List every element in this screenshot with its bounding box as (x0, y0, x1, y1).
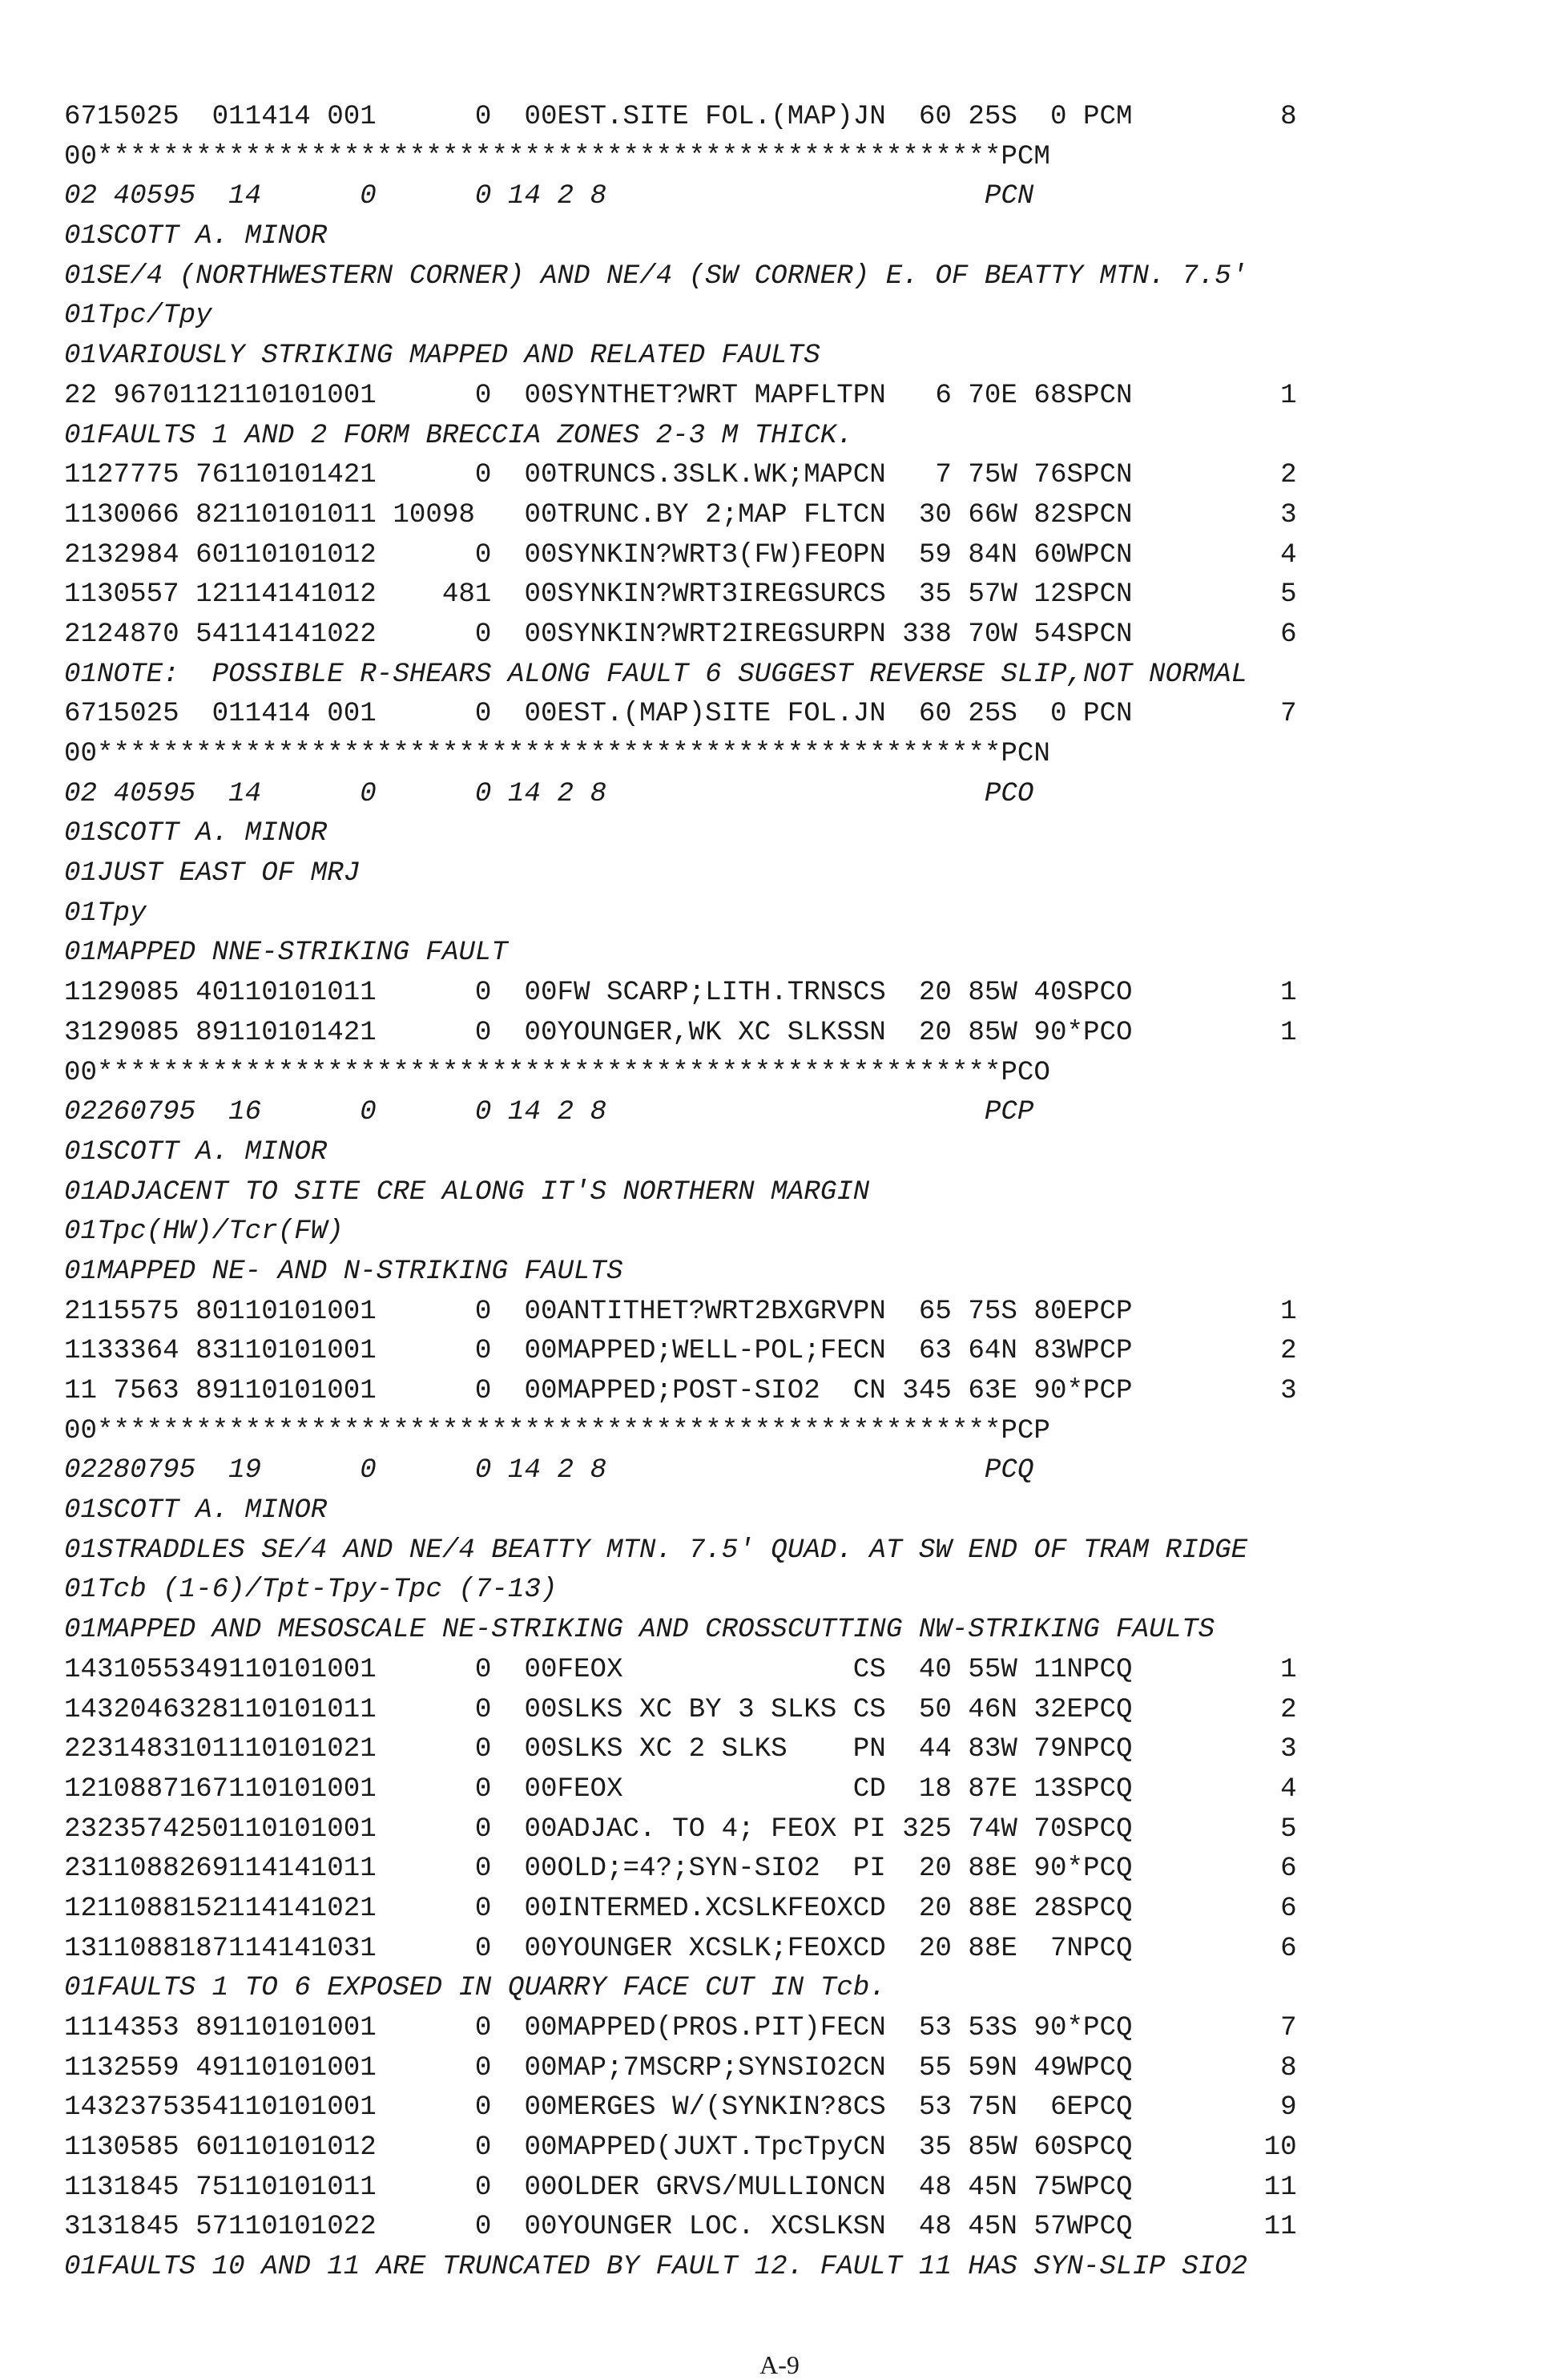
listing-line: 00*******************************************************PCN (64, 739, 1050, 769)
listing-line: 01JUST EAST OF MRJ (64, 858, 361, 889)
listing-line: 1133364 83110101001 0 00MAPPED;WELL-POL;FECN 63 64N 83WPCP 2 (64, 1336, 1297, 1367)
listing-line: 6715025 011414 001 0 00EST.(MAP)SITE FOL.JN 60 25S 0 PCN 7 (64, 699, 1297, 730)
listing-line: 1130066 82110101011 10098 00TRUNC.BY 2;MAP FLTCN 30 66W 82SPCN 3 (64, 499, 1297, 530)
listing-line: 22 9670112110101001 0 00SYNTHET?WRT MAPFLTPN 6 70E 68SPCN 1 (64, 380, 1297, 411)
listing-line: 1210887167110101001 0 00FEOX CD 18 87E 13SPCQ 4 (64, 1773, 1297, 1805)
listing-line: 1132559 49110101001 0 00MAP;7MSCRP;SYNSIO2CN 55 59N 49WPCQ 8 (64, 2052, 1297, 2084)
listing-line: 00*******************************************************PCP (64, 1415, 1050, 1446)
listing-line: 11 7563 89110101001 0 00MAPPED;POST-SIO2 CN 345 63E 90*PCP 3 (64, 1376, 1297, 1406)
listing-line: 3129085 89110101421 0 00YOUNGER,WK XC SLKSSN 20 85W 90*PCO 1 (64, 1017, 1297, 1048)
listing-line: 01MAPPED NNE-STRIKING FAULT (64, 938, 508, 969)
listing-line: 01SCOTT A. MINOR (64, 818, 328, 849)
listing-line: 1114353 89110101001 0 00MAPPED(PROS.PIT)FECN 53 53S 90*PCQ 7 (64, 2013, 1297, 2043)
listing-line: 01Tcb (1-6)/Tpt-Tpy-Tpc (7-13) (64, 1575, 558, 1606)
listing-line: 2231483101110101021 0 00SLKS XC 2 SLKS PN 44 83W 79NPCQ 3 (64, 1734, 1297, 1765)
listing-line: 1311088187114141031 0 00YOUNGER XCSLK;FEOXCD 20 88E 7NPCQ 6 (64, 1933, 1297, 1964)
listing-line: 00*******************************************************PCO (64, 1057, 1050, 1088)
listing-line: 01SCOTT A. MINOR (64, 1495, 328, 1527)
listing-line: 2115575 80110101001 0 00ANTITHET?WRT2BXGRVPN 65 75S 80EPCP 1 (64, 1296, 1297, 1327)
fault-data-listing (64, 98, 1514, 2288)
listing-line: 02 40595 14 0 0 14 2 8 PCN (64, 181, 1034, 212)
listing-line: 02260795 16 0 0 14 2 8 PCP (64, 1097, 1034, 1128)
listing-line: 01SE/4 (NORTHWESTERN CORNER) AND NE/4 (SW CORNER) E. OF BEATTY MTN. 7.5' (64, 260, 1248, 292)
listing-line: 3131845 57110101022 0 00YOUNGER LOC. XCSLKSN 48 45N 57WPCQ 11 (64, 2212, 1297, 2243)
listing-line: 1431055349110101001 0 00FEOX CS 40 55W 11NPCQ 1 (64, 1654, 1297, 1685)
listing-line: 1432375354110101001 0 00MERGES W/(SYNKIN?8CS 53 75N 6EPCQ 9 (64, 2092, 1297, 2124)
listing-line: 1131845 75110101011 0 00OLDER GRVS/MULLIONCN 48 45N 75WPCQ 11 (64, 2172, 1297, 2203)
listing-line: 2311088269114141011 0 00OLD;=4?;SYN-SIO2 PI 20 88E 90*PCQ 6 (64, 1854, 1297, 1885)
listing-line: 01VARIOUSLY STRIKING MAPPED AND RELATED FAULTS (64, 341, 820, 372)
listing-line: 1127775 76110101421 0 00TRUNCS.3SLK.WK;MAPCN 7 75W 76SPCN 2 (64, 460, 1297, 491)
listing-line: 01FAULTS 10 AND 11 ARE TRUNCATED BY FAULT 12. FAULT 11 HAS SYN-SLIP SIO2 (64, 2252, 1248, 2283)
listing-line: 02280795 19 0 0 14 2 8 PCQ (64, 1455, 1034, 1486)
listing-line: 01ADJACENT TO SITE CRE ALONG IT'S NORTHERN MARGIN (64, 1176, 870, 1208)
page-number: A-9 (759, 2350, 800, 2379)
listing-line: 01FAULTS 1 TO 6 EXPOSED IN QUARRY FACE CUT IN Tcb. (64, 1973, 886, 2004)
listing-line: 2132984 60110101012 0 00SYNKIN?WRT3(FW)FEOPN 59 84N 60WPCN 4 (64, 539, 1297, 571)
listing-line: 6715025 011414 001 0 00EST.SITE FOL.(MAP)JN 60 25S 0 PCM 8 (64, 102, 1297, 132)
listing-line: 01FAULTS 1 AND 2 FORM BRECCIA ZONES 2-3 M THICK. (64, 420, 853, 451)
listing-line: 01NOTE: POSSIBLE R-SHEARS ALONG FAULT 6 SUGGEST REVERSE SLIP,NOT NORMAL (64, 659, 1248, 690)
listing-line: 01STRADDLES SE/4 AND NE/4 BEATTY MTN. 7.5' QUAD. AT SW END OF TRAM RIDGE (64, 1535, 1248, 1566)
listing-line: 01SCOTT A. MINOR (64, 221, 328, 252)
listing-line: 1130557 12114141012 481 00SYNKIN?WRT3IREGSURCS 35 57W 12SPCN 5 (64, 579, 1297, 611)
listing-line: 01Tpy (64, 898, 147, 929)
listing-line: 01MAPPED NE- AND N-STRIKING FAULTS (64, 1256, 623, 1287)
listing-line: 01SCOTT A. MINOR (64, 1136, 328, 1168)
listing-line: 01MAPPED AND MESOSCALE NE-STRIKING AND CROSSCUTTING NW-STRIKING FAULTS (64, 1615, 1215, 1646)
listing-line: 00*******************************************************PCM (64, 141, 1050, 172)
listing-line: 01Tpc/Tpy (64, 301, 212, 332)
listing-line: 01Tpc(HW)/Tcr(FW) (64, 1216, 344, 1248)
listing-line: 1129085 40110101011 0 00FW SCARP;LITH.TRNSCS 20 85W 40SPCO 1 (64, 978, 1297, 1009)
listing-line: 02 40595 14 0 0 14 2 8 PCO (64, 778, 1034, 809)
listing-line: 1130585 60110101012 0 00MAPPED(JUXT.TpcTpyCN 35 85W 60SPCQ 10 (64, 2132, 1297, 2164)
listing-line: 2323574250110101001 0 00ADJAC. TO 4; FEOX PI 325 74W 70SPCQ 5 (64, 1813, 1297, 1845)
listing-line: 1432046328110101011 0 00SLKS XC BY 3 SLKS CS 50 46N 32EPCQ 2 (64, 1694, 1297, 1725)
listing-line: 2124870 54114141022 0 00SYNKIN?WRT2IREGSURPN 338 70W 54SPCN 6 (64, 619, 1297, 650)
listing-line: 1211088152114141021 0 00INTERMED.XCSLKFEOXCD 20 88E 28SPCQ 6 (64, 1893, 1297, 1924)
